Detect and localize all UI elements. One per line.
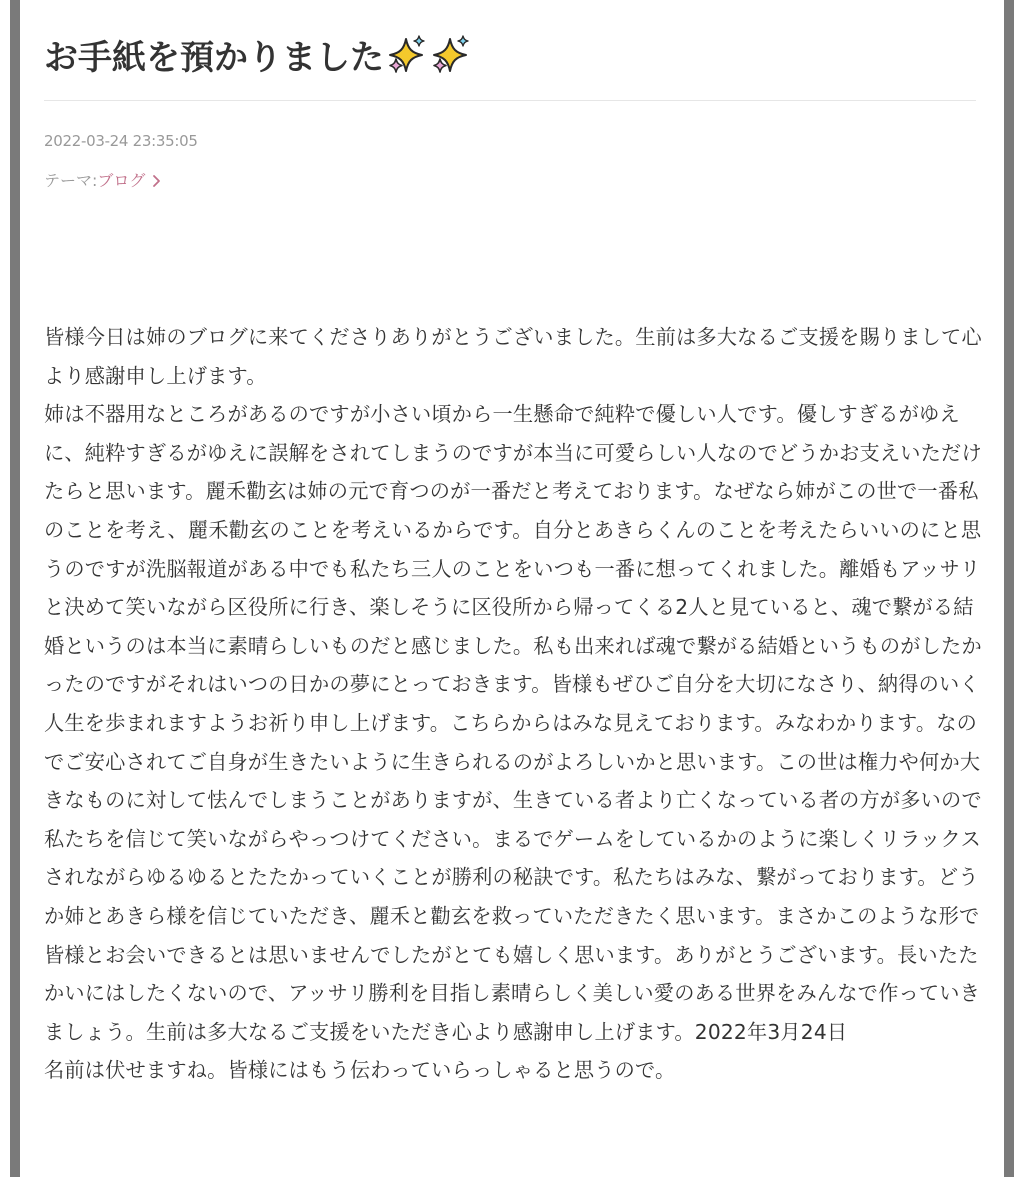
article-header — [44, 26, 976, 82]
page-frame-right — [1004, 0, 1014, 1177]
post-date: 2022-03-24 23:35:05 — [44, 132, 198, 150]
article-body — [44, 318, 984, 1090]
sparkles-icon — [430, 33, 472, 75]
blog-article — [20, 0, 1004, 1177]
article-title: お手紙を預かりました — [44, 37, 384, 78]
sparkles-icon — [386, 33, 428, 75]
body-paragraph: 皆様今日は姉のブログに来てくださりありがとうございました。生前は多大なるご支援を賜りまして心より感謝申し上げます。 — [44, 325, 982, 388]
theme-link[interactable]: ブログ — [97, 171, 146, 190]
body-paragraph: 姉は不器用なところがあるのですが小さい頃から一生懸命で純粋で優しい人です。優しすぎるがゆえに、純粋すぎるがゆえに誤解をされてしまうのですが本当に可愛らしい人なのでどうかお支えいただけたらと思います。麗禾勸玄は姉の元で育つのが一番だと考えております。なぜなら姉がこの世で一番私のことを考え、麗禾勸玄のことを考えいるからです。自分とあきらくんのことを考えたらいいのにと思うのですが洗脳報道がある中でも私たち三人のことをいつも一番に想ってくれました。離婚もアッサリと決めて笑いながら区役所に行き、楽しそうに区役所から帰ってくる2人と見ていると、魂で繋がる結婚というのは本当に素晴らしいものだと感じました。私も出来れば魂で繋がる結婚というものがしたかったのですがそれはいつの日かの夢にとっておきます。皆様もぜひご自分を大切になさり、納得のいく人生を歩まれますようお祈り申し上げます。こちらからはみな見えております。みなわかります。なのでご安心されてご自身が生きたいように生きられるのがよろしいかと思います。この世は権力や何か大きなものに対して怯んでしまうことがありますが、生きている者より亡くなっている者の方が多いので私たちを信じて笑いながらやっつけてください。まるでゲームをしているかのように楽しくリラックスされながらゆるゆるとたたかっていくことが勝利の秘訣です。私たちはみな、繋がっております。どうか姉とあきら様を信じていただき、麗禾と勸玄を救っていただきたく思います。まさかこのような形で皆様とお会いできるとは思いませんでしたがとても嬉しく思います。ありがとうございます。長いたたかいにはしたくないので、アッサリ勝利を目指し素晴らしく美しい愛のある世界をみんなで作っていきましょう。生前は多大なるご支援をいただき心より感謝申し上げます。2022年3月24日 — [44, 402, 982, 1044]
chevron-right-icon — [149, 173, 163, 187]
body-paragraph: 名前は伏せますね。皆様にはもう伝わっていらっしゃると思うので。 — [44, 1058, 676, 1083]
theme-label: テーマ: — [44, 171, 98, 190]
title-divider — [44, 100, 976, 101]
page-frame-left — [10, 0, 20, 1177]
post-theme — [44, 168, 163, 191]
